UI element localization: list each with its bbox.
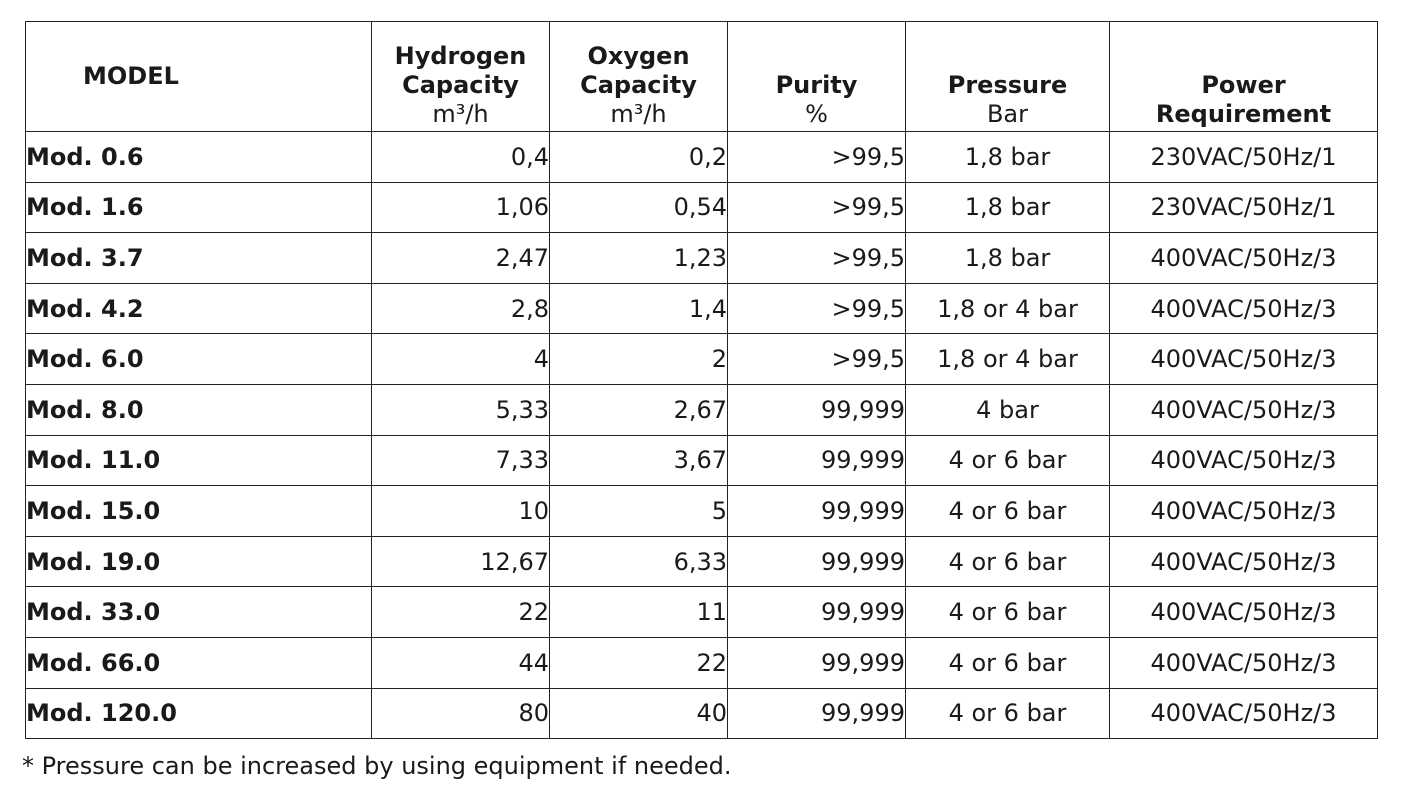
cell-power: 230VAC/50Hz/1: [1110, 132, 1378, 183]
table-row: [26, 587, 1378, 638]
cell-oxygen: 1,23: [550, 233, 728, 284]
header-oxygen-line2: Capacity: [580, 71, 697, 99]
cell-pressure: 4 bar: [906, 384, 1110, 435]
cell-hydrogen: 22: [372, 587, 550, 638]
cell-power: 400VAC/50Hz/3: [1110, 587, 1378, 638]
cell-pressure: 4 or 6 bar: [906, 637, 1110, 688]
cell-power: 400VAC/50Hz/3: [1110, 435, 1378, 486]
cell-power: 400VAC/50Hz/3: [1110, 334, 1378, 385]
cell-purity: >99,5: [728, 283, 906, 334]
cell-model: Mod. 8.0: [26, 384, 372, 435]
cell-purity: >99,5: [728, 132, 906, 183]
header-hydrogen-unit: m³/h: [432, 100, 489, 128]
cell-oxygen: 2,67: [550, 384, 728, 435]
cell-hydrogen: 1,06: [372, 182, 550, 233]
cell-purity: 99,999: [728, 486, 906, 537]
cell-power: 400VAC/50Hz/3: [1110, 637, 1378, 688]
cell-power: 400VAC/50Hz/3: [1110, 384, 1378, 435]
cell-pressure: 1,8 or 4 bar: [906, 334, 1110, 385]
cell-oxygen: 0,54: [550, 182, 728, 233]
cell-model: Mod. 15.0: [26, 486, 372, 537]
header-oxygen-line1: Oxygen: [587, 42, 690, 70]
cell-purity: 99,999: [728, 587, 906, 638]
cell-oxygen: 22: [550, 637, 728, 688]
table-row: [26, 536, 1378, 587]
header-oxygen-unit: m³/h: [610, 100, 667, 128]
header-power-line2: Requirement: [1155, 100, 1332, 128]
cell-oxygen: 2: [550, 334, 728, 385]
header-hydrogen-line2: Capacity: [402, 71, 519, 99]
cell-hydrogen: 80: [372, 688, 550, 739]
cell-model: Mod. 6.0: [26, 334, 372, 385]
cell-purity: 99,999: [728, 536, 906, 587]
table-row: [26, 637, 1378, 688]
cell-power: 400VAC/50Hz/3: [1110, 536, 1378, 587]
cell-hydrogen: 2,8: [372, 283, 550, 334]
header-pressure-unit: Bar: [986, 100, 1029, 128]
cell-pressure: 1,8 bar: [906, 233, 1110, 284]
cell-oxygen: 6,33: [550, 536, 728, 587]
table-row: [26, 233, 1378, 284]
cell-pressure: 1,8 bar: [906, 182, 1110, 233]
cell-purity: >99,5: [728, 233, 906, 284]
cell-power: 400VAC/50Hz/3: [1110, 688, 1378, 739]
cell-model: Mod. 3.7: [26, 233, 372, 284]
cell-model: Mod. 120.0: [26, 688, 372, 739]
cell-purity: >99,5: [728, 182, 906, 233]
cell-power: 230VAC/50Hz/1: [1110, 182, 1378, 233]
header-power-requirement: [1110, 22, 1378, 132]
cell-purity: 99,999: [728, 637, 906, 688]
footnote: * Pressure can be increased by using equipment if needed.: [22, 752, 732, 780]
cell-pressure: 1,8 or 4 bar: [906, 283, 1110, 334]
cell-model: Mod. 66.0: [26, 637, 372, 688]
cell-pressure: 4 or 6 bar: [906, 688, 1110, 739]
header-row: [26, 22, 1378, 132]
header-oxygen-capacity: [550, 22, 728, 132]
table-row: [26, 486, 1378, 537]
table-row: [26, 132, 1378, 183]
cell-purity: 99,999: [728, 688, 906, 739]
header-model: MODEL: [26, 22, 372, 132]
table-row: [26, 688, 1378, 739]
cell-oxygen: 5: [550, 486, 728, 537]
cell-hydrogen: 4: [372, 334, 550, 385]
cell-hydrogen: 44: [372, 637, 550, 688]
cell-model: Mod. 19.0: [26, 536, 372, 587]
header-pressure: [906, 22, 1110, 132]
cell-oxygen: 0,2: [550, 132, 728, 183]
cell-pressure: 1,8 bar: [906, 132, 1110, 183]
cell-power: 400VAC/50Hz/3: [1110, 486, 1378, 537]
cell-model: Mod. 33.0: [26, 587, 372, 638]
cell-hydrogen: 7,33: [372, 435, 550, 486]
header-purity: [728, 22, 906, 132]
header-purity-unit: %: [805, 100, 828, 128]
cell-model: Mod. 0.6: [26, 132, 372, 183]
cell-pressure: 4 or 6 bar: [906, 536, 1110, 587]
cell-pressure: 4 or 6 bar: [906, 486, 1110, 537]
cell-purity: 99,999: [728, 384, 906, 435]
table-row: [26, 435, 1378, 486]
header-hydrogen-line1: Hydrogen: [394, 42, 527, 70]
cell-pressure: 4 or 6 bar: [906, 587, 1110, 638]
table-row: [26, 384, 1378, 435]
cell-oxygen: 11: [550, 587, 728, 638]
header-power-line1: Power: [1201, 71, 1286, 99]
cell-hydrogen: 12,67: [372, 536, 550, 587]
cell-power: 400VAC/50Hz/3: [1110, 233, 1378, 284]
header-pressure-line1: Pressure: [947, 71, 1068, 99]
cell-pressure: 4 or 6 bar: [906, 435, 1110, 486]
cell-model: Mod. 1.6: [26, 182, 372, 233]
cell-oxygen: 3,67: [550, 435, 728, 486]
cell-hydrogen: 2,47: [372, 233, 550, 284]
cell-power: 400VAC/50Hz/3: [1110, 283, 1378, 334]
cell-oxygen: 40: [550, 688, 728, 739]
cell-oxygen: 1,4: [550, 283, 728, 334]
cell-model: Mod. 4.2: [26, 283, 372, 334]
cell-purity: 99,999: [728, 435, 906, 486]
cell-purity: >99,5: [728, 334, 906, 385]
table-row: [26, 334, 1378, 385]
cell-hydrogen: 10: [372, 486, 550, 537]
cell-hydrogen: 5,33: [372, 384, 550, 435]
cell-model: Mod. 11.0: [26, 435, 372, 486]
table-row: [26, 182, 1378, 233]
header-hydrogen-capacity: [372, 22, 550, 132]
table-row: [26, 283, 1378, 334]
spec-table: [25, 21, 1378, 739]
header-purity-line1: Purity: [775, 71, 858, 99]
cell-hydrogen: 0,4: [372, 132, 550, 183]
